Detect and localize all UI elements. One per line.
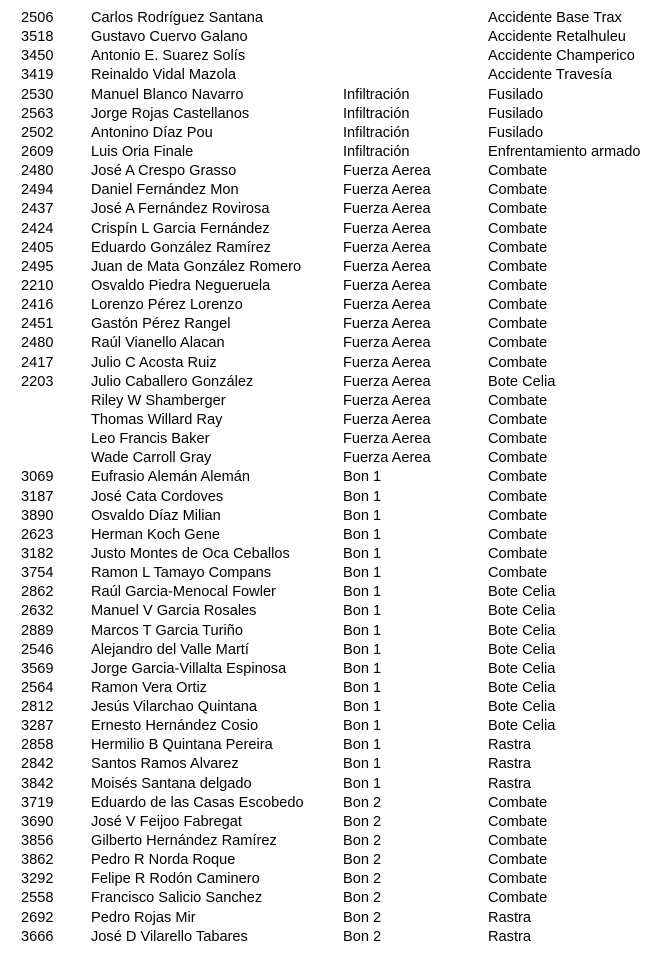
unit-name: Bon 1	[343, 660, 382, 677]
cause-of-death: Combate	[488, 813, 548, 830]
record-number: 2203	[21, 373, 54, 390]
cause-of-death: Bote Celia	[488, 679, 556, 696]
person-name: Jorge Garcia-Villalta Espinosa	[91, 660, 287, 677]
record-number: 3754	[21, 565, 54, 582]
unit-name: Fuerza Aerea	[343, 373, 431, 390]
person-name: Osvaldo Díaz Milian	[91, 507, 221, 524]
list-row	[0, 430, 663, 449]
unit-name: Infiltración	[343, 124, 410, 141]
cause-of-death: Combate	[488, 469, 548, 486]
person-name: Carlos Rodríguez Santana	[91, 10, 263, 26]
person-name: Crispín L Garcia Fernández	[91, 220, 270, 237]
record-number: 2210	[21, 277, 54, 294]
record-number: 3292	[21, 871, 54, 888]
person-name: Pedro R Norda Roque	[91, 852, 236, 869]
casualty-list	[0, 9, 663, 947]
person-name: Raúl Garcia-Menocal Fowler	[91, 584, 276, 601]
person-name: Ernesto Hernández Cosio	[91, 718, 259, 735]
cause-of-death: Rastra	[488, 775, 531, 792]
list-row	[0, 602, 663, 621]
record-number: 2546	[21, 641, 54, 658]
record-number: 2632	[21, 603, 54, 620]
cause-of-death: Combate	[488, 392, 548, 409]
cause-of-death: Combate	[488, 258, 548, 275]
cause-of-death: Bote Celia	[488, 603, 556, 620]
record-number: 2842	[21, 756, 54, 773]
unit-name: Bon 2	[343, 890, 382, 907]
person-name: Manuel V Garcia Rosales	[91, 603, 257, 620]
record-number: 3842	[21, 775, 54, 792]
list-row	[0, 755, 663, 774]
person-name: Alejandro del Valle Martí	[91, 641, 249, 658]
person-name: José V Feijoo Fabregat	[91, 813, 242, 830]
list-row	[0, 545, 663, 564]
list-row	[0, 47, 663, 66]
person-name: Ramon Vera Ortiz	[91, 679, 207, 696]
person-name: José D Vilarello Tabares	[91, 928, 248, 945]
cause-of-death: Rastra	[488, 737, 531, 754]
person-name: Herman Koch Gene	[91, 526, 220, 543]
record-number: 3287	[21, 718, 54, 735]
cause-of-death: Combate	[488, 354, 548, 371]
list-row	[0, 775, 663, 794]
unit-name: Bon 1	[343, 737, 382, 754]
record-number: 3666	[21, 928, 54, 945]
unit-name: Bon 2	[343, 928, 382, 945]
person-name: Manuel Blanco Navarro	[91, 86, 244, 103]
list-row	[0, 717, 663, 736]
unit-name: Bon 2	[343, 909, 382, 926]
cause-of-death: Enfrentamiento armado	[488, 143, 641, 160]
person-name: Felipe R Rodón Caminero	[91, 871, 260, 888]
unit-name: Bon 1	[343, 699, 382, 716]
record-number: 2424	[21, 220, 54, 237]
person-name: Francisco Salicio Sanchez	[91, 890, 263, 907]
cause-of-death: Accidente Champerico	[488, 48, 635, 65]
record-number: 3719	[21, 794, 54, 811]
cause-of-death: Accidente Travesía	[488, 67, 613, 84]
record-number: 2480	[21, 335, 54, 352]
cause-of-death: Combate	[488, 297, 548, 314]
cause-of-death: Combate	[488, 277, 548, 294]
cause-of-death: Bote Celia	[488, 660, 556, 677]
list-row	[0, 507, 663, 526]
cause-of-death: Rastra	[488, 928, 531, 945]
cause-of-death: Combate	[488, 852, 548, 869]
list-row	[0, 698, 663, 717]
person-name: Thomas Willard Ray	[91, 411, 223, 428]
cause-of-death: Accidente Base Trax	[488, 10, 622, 26]
person-name: Lorenzo Pérez Lorenzo	[91, 297, 243, 314]
record-number: 2564	[21, 679, 54, 696]
unit-name: Bon 2	[343, 833, 382, 850]
person-name: Osvaldo Piedra Negueruela	[91, 277, 271, 294]
record-number: 2480	[21, 163, 54, 180]
person-name: Gustavo Cuervo Galano	[91, 29, 248, 46]
person-name: Julio Caballero González	[91, 373, 254, 390]
person-name: Jesús Vilarchao Quintana	[91, 699, 258, 716]
list-row	[0, 622, 663, 641]
record-number: 3419	[21, 67, 54, 84]
unit-name: Bon 2	[343, 852, 382, 869]
unit-name: Bon 2	[343, 871, 382, 888]
person-name: Reinaldo Vidal Mazola	[91, 67, 236, 84]
record-number: 3069	[21, 469, 54, 486]
unit-name: Bon 2	[343, 794, 382, 811]
record-number: 3890	[21, 507, 54, 524]
list-row	[0, 162, 663, 181]
person-name: Ramon L Tamayo Compans	[91, 565, 272, 582]
person-name: Juan de Mata González Romero	[91, 258, 302, 275]
record-number: 2812	[21, 699, 54, 716]
cause-of-death: Bote Celia	[488, 373, 556, 390]
list-row	[0, 239, 663, 258]
person-name: Daniel Fernández Mon	[91, 182, 239, 199]
list-row	[0, 851, 663, 870]
cause-of-death: Combate	[488, 163, 548, 180]
unit-name: Bon 1	[343, 469, 382, 486]
list-row	[0, 105, 663, 124]
unit-name: Bon 1	[343, 584, 382, 601]
cause-of-death: Combate	[488, 335, 548, 352]
unit-name: Fuerza Aerea	[343, 411, 431, 428]
list-row	[0, 832, 663, 851]
unit-name: Bon 1	[343, 526, 382, 543]
list-row	[0, 143, 663, 162]
list-row	[0, 813, 663, 832]
cause-of-death: Combate	[488, 182, 548, 199]
record-number: 2558	[21, 890, 54, 907]
record-number: 2417	[21, 354, 54, 371]
unit-name: Infiltración	[343, 143, 410, 160]
unit-name: Bon 1	[343, 775, 382, 792]
unit-name: Fuerza Aerea	[343, 450, 431, 467]
person-name: Gilberto Hernández Ramírez	[91, 833, 277, 850]
unit-name: Fuerza Aerea	[343, 335, 431, 352]
person-name: José A Fernández Rovirosa	[91, 201, 270, 218]
cause-of-death: Combate	[488, 239, 548, 256]
unit-name: Fuerza Aerea	[343, 239, 431, 256]
unit-name: Bon 2	[343, 813, 382, 830]
person-name: Leo Francis Baker	[91, 431, 210, 448]
cause-of-death: Combate	[488, 201, 548, 218]
unit-name: Bon 1	[343, 545, 382, 562]
unit-name: Fuerza Aerea	[343, 297, 431, 314]
unit-name: Fuerza Aerea	[343, 431, 431, 448]
record-number: 3450	[21, 48, 54, 65]
list-row	[0, 9, 663, 28]
cause-of-death: Combate	[488, 507, 548, 524]
record-number: 2858	[21, 737, 54, 754]
cause-of-death: Accidente Retalhuleu	[488, 29, 626, 46]
record-number: 2416	[21, 297, 54, 314]
cause-of-death: Combate	[488, 565, 548, 582]
list-row	[0, 526, 663, 545]
unit-name: Fuerza Aerea	[343, 354, 431, 371]
unit-name: Fuerza Aerea	[343, 220, 431, 237]
record-number: 2609	[21, 143, 54, 160]
person-name: Jorge Rojas Castellanos	[91, 105, 250, 122]
list-row	[0, 736, 663, 755]
list-row	[0, 641, 663, 660]
person-name: Eufrasio Alemán Alemán	[91, 469, 250, 486]
cause-of-death: Combate	[488, 450, 548, 467]
list-row	[0, 583, 663, 602]
list-row	[0, 277, 663, 296]
person-name: Raúl Vianello Alacan	[91, 335, 225, 352]
list-row	[0, 928, 663, 947]
list-row	[0, 315, 663, 334]
unit-name: Fuerza Aerea	[343, 258, 431, 275]
person-name: Luis Oria Finale	[91, 143, 194, 160]
record-number: 2862	[21, 584, 54, 601]
record-number: 3690	[21, 813, 54, 830]
person-name: Gastón Pérez Rangel	[91, 316, 231, 333]
record-number: 2530	[21, 86, 54, 103]
list-row	[0, 889, 663, 908]
record-number: 2692	[21, 909, 54, 926]
cause-of-death: Bote Celia	[488, 584, 556, 601]
list-row	[0, 373, 663, 392]
cause-of-death: Bote Celia	[488, 699, 556, 716]
record-number: 2495	[21, 258, 54, 275]
record-number: 2623	[21, 526, 54, 543]
unit-name: Bon 1	[343, 507, 382, 524]
list-row	[0, 200, 663, 219]
unit-name: Fuerza Aerea	[343, 163, 431, 180]
list-row	[0, 334, 663, 353]
cause-of-death: Combate	[488, 488, 548, 505]
person-name: Julio C Acosta Ruiz	[91, 354, 217, 371]
unit-name: Infiltración	[343, 105, 410, 122]
cause-of-death: Bote Celia	[488, 718, 556, 735]
unit-name: Fuerza Aerea	[343, 277, 431, 294]
record-number: 2506	[21, 10, 54, 26]
person-name: José Cata Cordoves	[91, 488, 224, 505]
list-row	[0, 86, 663, 105]
person-name: Wade Carroll Gray	[91, 450, 212, 467]
cause-of-death: Combate	[488, 833, 548, 850]
person-name: Eduardo de las Casas Escobedo	[91, 794, 304, 811]
cause-of-death: Bote Celia	[488, 641, 556, 658]
list-row	[0, 870, 663, 889]
cause-of-death: Fusilado	[488, 105, 544, 122]
record-number: 3518	[21, 29, 54, 46]
unit-name: Bon 1	[343, 488, 382, 505]
record-number: 2437	[21, 201, 54, 218]
cause-of-death: Combate	[488, 316, 548, 333]
record-number: 2451	[21, 316, 54, 333]
cause-of-death: Combate	[488, 411, 548, 428]
list-row	[0, 660, 663, 679]
unit-name: Bon 1	[343, 565, 382, 582]
list-row	[0, 468, 663, 487]
person-name: Antonio E. Suarez Solís	[91, 48, 246, 65]
list-row	[0, 794, 663, 813]
record-number: 2494	[21, 182, 54, 199]
person-name: Marcos T Garcia Turiño	[91, 622, 243, 639]
record-number: 2563	[21, 105, 54, 122]
cause-of-death: Combate	[488, 794, 548, 811]
person-name: Pedro Rojas Mir	[91, 909, 196, 926]
cause-of-death: Combate	[488, 526, 548, 543]
unit-name: Bon 1	[343, 756, 382, 773]
record-number: 3187	[21, 488, 54, 505]
unit-name: Bon 1	[343, 603, 382, 620]
list-row	[0, 66, 663, 85]
list-row	[0, 181, 663, 200]
cause-of-death: Fusilado	[488, 86, 544, 103]
cause-of-death: Combate	[488, 871, 548, 888]
list-row	[0, 296, 663, 315]
list-row	[0, 354, 663, 373]
cause-of-death: Combate	[488, 220, 548, 237]
list-row	[0, 258, 663, 277]
record-number: 3569	[21, 660, 54, 677]
person-name: Justo Montes de Oca Ceballos	[91, 545, 290, 562]
unit-name: Fuerza Aerea	[343, 182, 431, 199]
unit-name: Bon 1	[343, 679, 382, 696]
list-row	[0, 564, 663, 583]
list-row	[0, 411, 663, 430]
person-name: Riley W Shamberger	[91, 392, 226, 409]
list-row	[0, 28, 663, 47]
list-row	[0, 488, 663, 507]
person-name: Hermilio B Quintana Pereira	[91, 737, 273, 754]
cause-of-death: Rastra	[488, 909, 531, 926]
person-name: Moisés Santana delgado	[91, 775, 252, 792]
unit-name: Bon 1	[343, 718, 382, 735]
person-name: José A Crespo Grasso	[91, 163, 237, 180]
unit-name: Fuerza Aerea	[343, 201, 431, 218]
person-name: Eduardo González Ramírez	[91, 239, 272, 256]
record-number: 3856	[21, 833, 54, 850]
cause-of-death: Fusilado	[488, 124, 544, 141]
unit-name: Infiltración	[343, 86, 410, 103]
record-number: 3862	[21, 852, 54, 869]
list-row	[0, 679, 663, 698]
person-name: Antonino Díaz Pou	[91, 124, 213, 141]
list-row	[0, 909, 663, 928]
unit-name: Fuerza Aerea	[343, 316, 431, 333]
unit-name: Bon 1	[343, 641, 382, 658]
cause-of-death: Rastra	[488, 756, 531, 773]
person-name: Santos Ramos Alvarez	[91, 756, 239, 773]
list-row	[0, 124, 663, 143]
list-row	[0, 220, 663, 239]
record-number: 2889	[21, 622, 54, 639]
cause-of-death: Combate	[488, 890, 548, 907]
list-row	[0, 392, 663, 411]
unit-name: Fuerza Aerea	[343, 392, 431, 409]
cause-of-death: Combate	[488, 545, 548, 562]
cause-of-death: Combate	[488, 431, 548, 448]
record-number: 2502	[21, 124, 54, 141]
cause-of-death: Bote Celia	[488, 622, 556, 639]
record-number: 2405	[21, 239, 54, 256]
unit-name: Bon 1	[343, 622, 382, 639]
record-number: 3182	[21, 545, 54, 562]
list-row	[0, 449, 663, 468]
